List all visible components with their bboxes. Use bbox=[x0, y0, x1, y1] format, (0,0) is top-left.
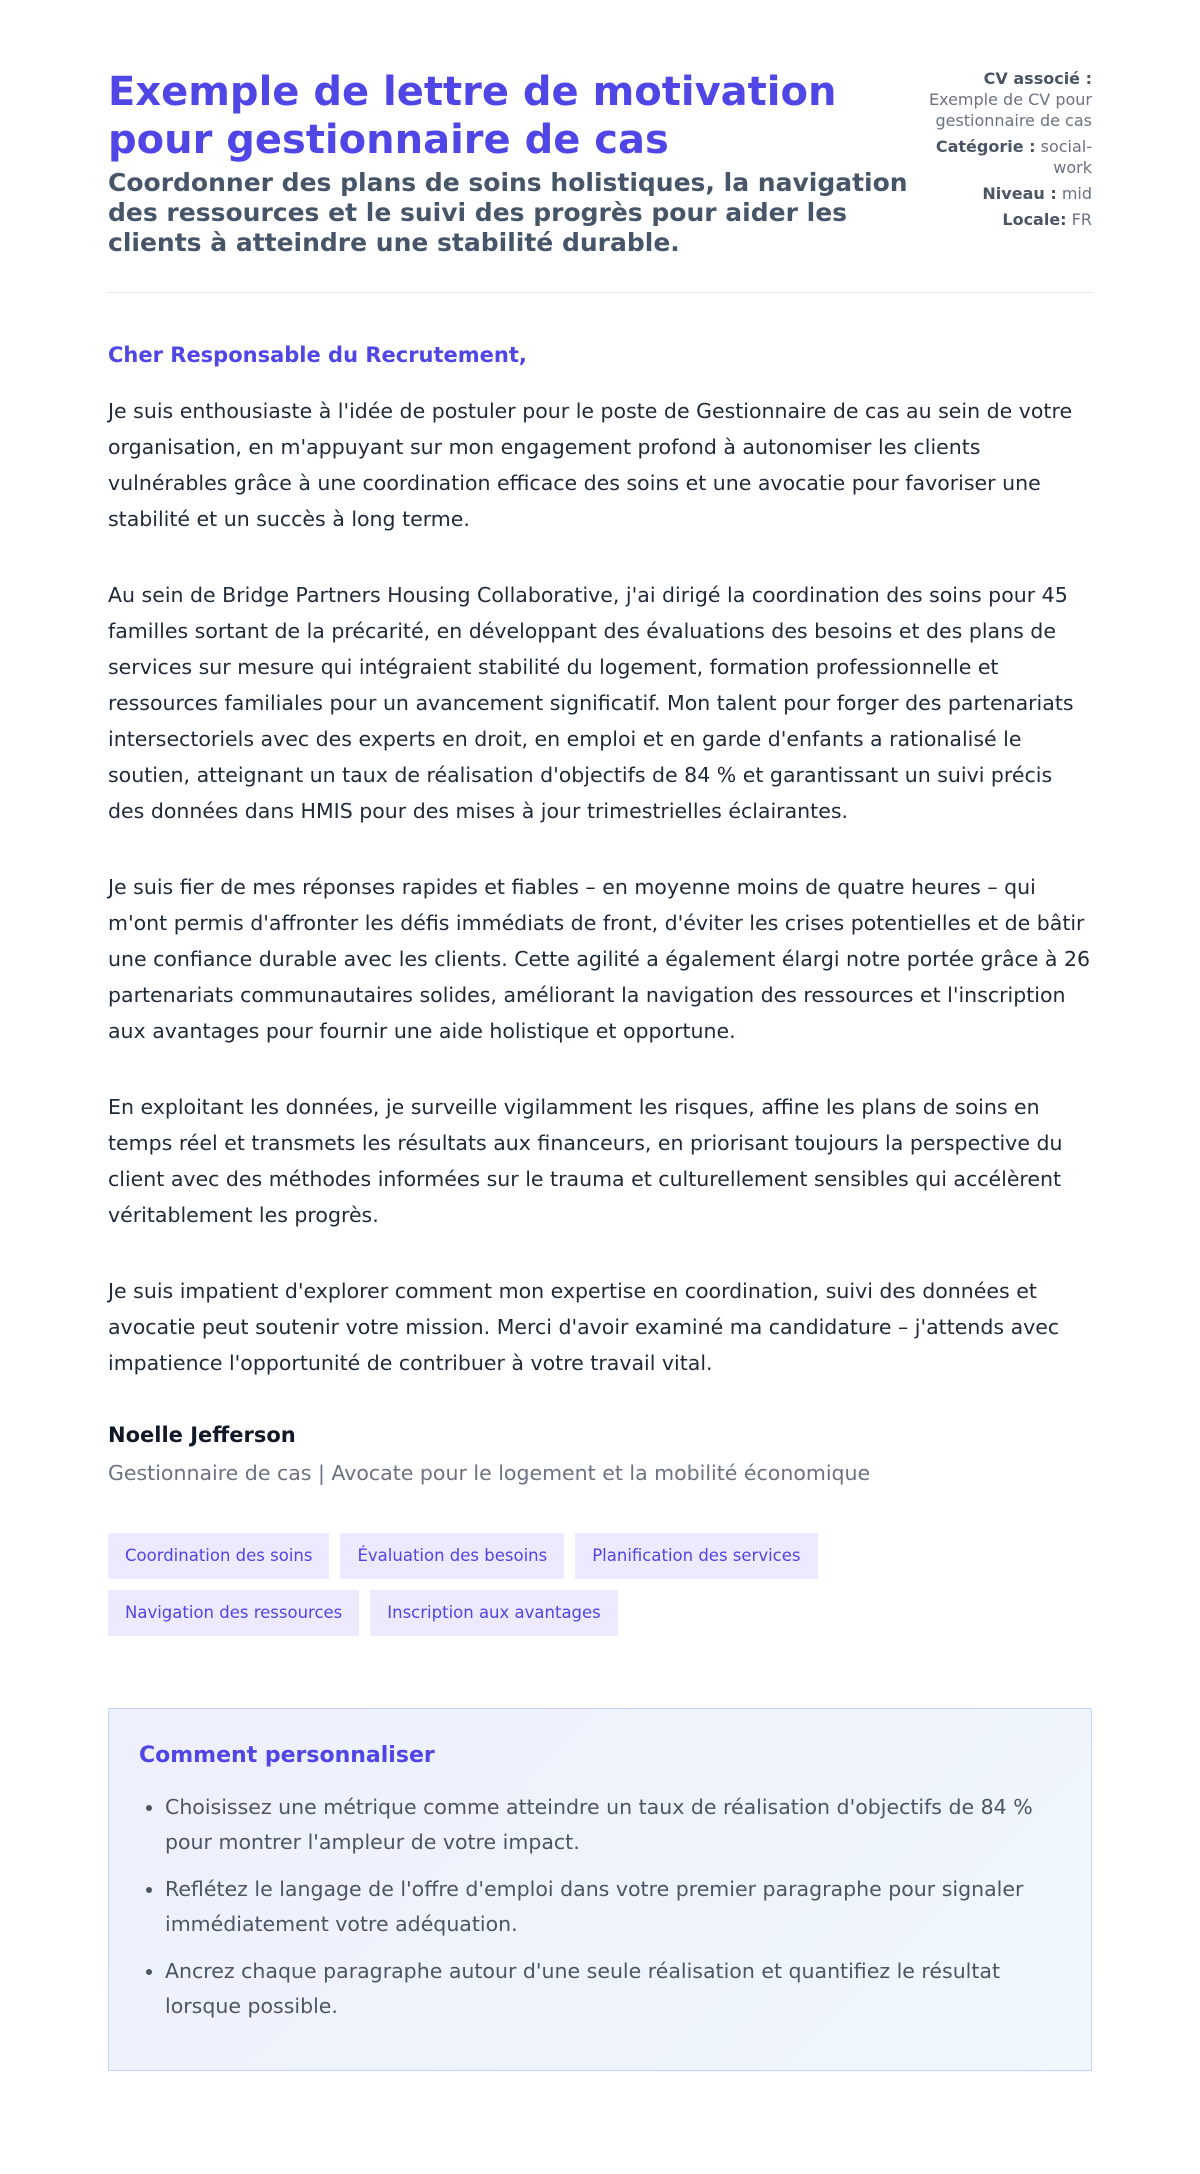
skill-tag: Navigation des ressources bbox=[108, 1590, 359, 1636]
meta-level-label: Niveau : bbox=[982, 184, 1057, 203]
letter-paragraph: Je suis impatient d'explorer comment mon expertise en coordination, suivi des données et avocatie peut soutenir votre mission. Merci d'avoir examiné ma candidature – j'attends avec impatience l'opportunité de contribuer à votre travail vital. bbox=[108, 1279, 1060, 1375]
letter-body bbox=[108, 393, 1092, 1381]
tip-item: • Reflétez le langage de l'offre d'emploi dans votre premier paragraphe pour signaler immédiatement votre adéquation. bbox=[165, 1872, 1061, 1942]
page-header bbox=[108, 68, 1092, 293]
meta-resume-label: CV associé : bbox=[983, 69, 1092, 88]
letter-paragraph: Je suis enthousiaste à l'idée de postuler pour le poste de Gestionnaire de cas au sein de votre organisation, en m'appuyant sur mon engagement profond à autonomiser les clients vulnérables grâce à une coordination efficace des soins et une avocatie pour favoriser une stabilité et un succès à long terme. bbox=[108, 399, 1073, 531]
meta-locale-value: FR bbox=[1071, 210, 1092, 229]
meta-locale-label: Locale: bbox=[1002, 210, 1067, 229]
meta-level bbox=[917, 183, 1092, 204]
skill-tag: Inscription aux avantages bbox=[370, 1590, 618, 1636]
tips-title: Comment personnaliser bbox=[139, 1743, 435, 1768]
tip-item: • Choisissez une métrique comme atteindre un taux de réalisation d'objectifs de 84 % pour montrer l'ampleur de votre impact. bbox=[165, 1790, 1061, 1860]
tip-item: • Ancrez chaque paragraphe autour d'une seule réalisation et quantifiez le résultat lorsque possible. bbox=[165, 1954, 1061, 2024]
meta-category bbox=[917, 136, 1092, 178]
skill-tag: Évaluation des besoins bbox=[340, 1533, 564, 1579]
header-titles bbox=[108, 68, 908, 258]
skill-tag: Planification des services bbox=[575, 1533, 817, 1579]
meta-resume bbox=[917, 68, 1092, 131]
meta-panel bbox=[917, 68, 1092, 235]
letter-paragraph: En exploitant les données, je surveille vigilamment les risques, affine les plans de soins en temps réel et transmets les résultats aux financeurs, en priorisant toujours la perspective du client avec des méthodes informées sur le trauma et culturellement sensibles qui accélèrent véritablement les progrès. bbox=[108, 1095, 1063, 1227]
meta-category-value: social-work bbox=[1040, 137, 1092, 177]
letter-paragraph: Au sein de Bridge Partners Housing Collaborative, j'ai dirigé la coordination des soins pour 45 familles sortant de la précarité, en développant des évaluations des besoins et des plans de services sur mesure qui intégraient stabilité du logement, formation professionnelle et ressources familiales pour un avancement significatif. Mon talent pour forger des partenariats intersectoriels avec des experts en droit, en emploi et en garde d'enfants a rationalisé le soutien, atteignant un taux de réalisation d'objectifs de 84 % et garantissant un suivi précis des données dans HMIS pour des mises à jour trimestrielles éclairantes. bbox=[108, 583, 1074, 823]
meta-locale bbox=[917, 209, 1092, 230]
meta-resume-value[interactable]: Exemple de CV pour gestionnaire de cas bbox=[929, 90, 1092, 130]
signature-title: Gestionnaire de cas | Avocate pour le logement et la mobilité économique bbox=[108, 1461, 871, 1485]
skill-tag: Coordination des soins bbox=[108, 1533, 329, 1579]
tips-list bbox=[139, 1790, 1061, 2024]
customization-tips bbox=[108, 1708, 1092, 2071]
skill-tags bbox=[108, 1533, 868, 1636]
page-title: Exemple de lettre de motivation pour gestionnaire de cas bbox=[108, 69, 837, 163]
meta-level-value: mid bbox=[1061, 184, 1092, 203]
signature-name: Noelle Jefferson bbox=[108, 1423, 296, 1447]
page-subtitle: Coordonner des plans de soins holistiques, la navigation des ressources et le suivi des progrès pour aider les clients à atteindre une stabilité durable. bbox=[108, 168, 908, 257]
letter-paragraph: Je suis fier de mes réponses rapides et fiables – en moyenne moins de quatre heures – qui m'ont permis d'affronter les défis immédiats de front, d'éviter les crises potentielles et de bâtir une confiance durable avec les clients. Cette agilité a également élargi notre portée grâce à 26 partenariats communautaires solides, améliorant la navigation des ressources et l'inscription aux avantages pour fournir une aide holistique et opportune. bbox=[108, 875, 1091, 1043]
meta-category-label: Catégorie : bbox=[935, 137, 1036, 156]
letter-greeting: Cher Responsable du Recrutement, bbox=[108, 343, 527, 367]
